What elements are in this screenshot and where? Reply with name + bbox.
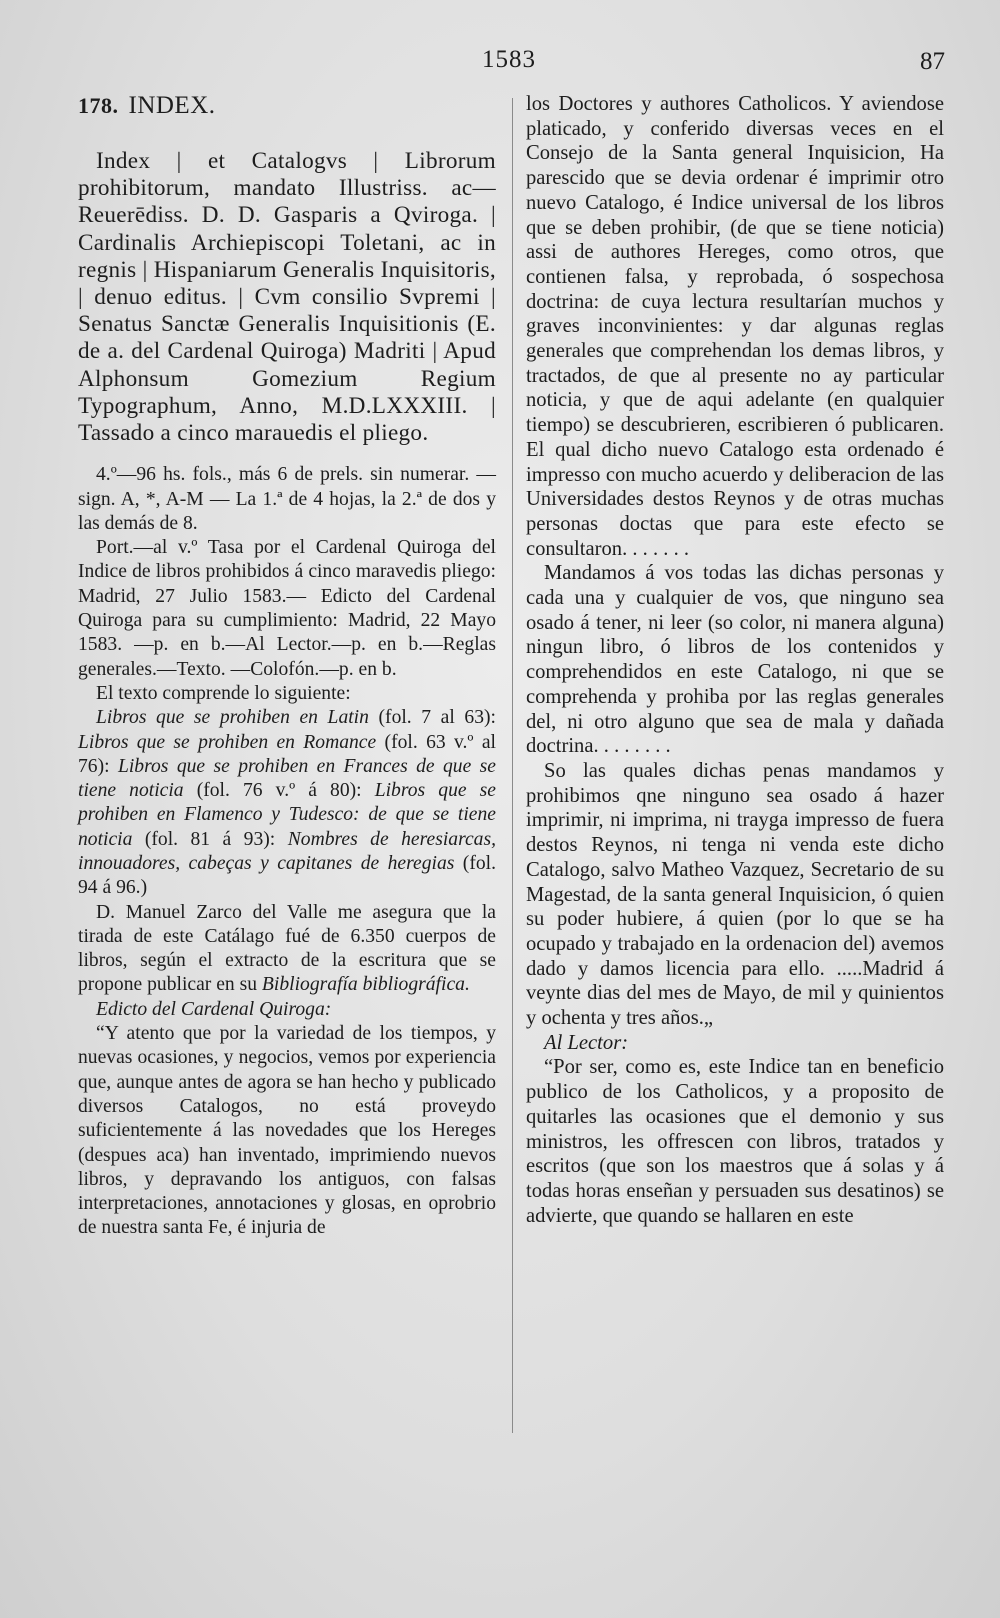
entry-heading bbox=[78, 92, 496, 120]
entry-title: INDEX. bbox=[128, 92, 216, 119]
edict-text-right: los Doctores y authores Catholicos. Y aviendose platicado, y conferido diversas veces en el Consejo de la Santa general Inquisicion, Ha parescido que se devia ordenar é imprimir otro nuevo Catalogo, é Indice universal de los libros que se deben prohibir, (de que se tiene noticia) assi de authores Hereges, como otros, que contienen falsa, y reprobada, ó sospechosa doctrina: de cuya lectura resultarían muchos y graves inconvinientes: y dar algunas reglas generales que comprehendan los demas libros, y tractados, de que al presente no ay particular noticia, y que de aqui adelante (en qualquier tiempo) se descubrieren, escribieren ó publicaren. El qual dicho nuevo Catalogo esta ordenado é impresso con mucho acuerdo y deliberacion de las Universidades destos Reynos y de otras muchas personas doctas que para este efecto se consultaron. . . . . . . bbox=[526, 93, 944, 560]
left-column bbox=[78, 92, 496, 1241]
text-part: Libros que se prohiben en Romance bbox=[78, 731, 377, 753]
text-part: (fol. 94 á 96.) bbox=[78, 852, 496, 899]
entry-number: 178. bbox=[78, 93, 119, 118]
text-part: Libros que se prohiben en Latin bbox=[96, 707, 369, 729]
text-part: (fol. 63 v.º al 76): bbox=[78, 731, 496, 777]
text-part: (fol. 7 al 63): bbox=[368, 707, 496, 729]
right-column bbox=[526, 92, 944, 1228]
zarco-part: D. Manuel Zarco del Valle me asegura que la tirada de este Catálago fué de 6.350 cuerpos de libros, según el extracto de la escritura que se propone publicar en su bbox=[78, 901, 496, 996]
edict-heading: Edicto del Cardenal Quiroga: bbox=[96, 998, 332, 1020]
text-part: Nombres de heresiarcas, innouadores, cabeças y capitanes de heregias bbox=[78, 828, 496, 874]
page-number: 87 bbox=[920, 48, 945, 75]
text-part: (fol. 76 v.º á 80): bbox=[183, 780, 375, 802]
zarco-note bbox=[78, 901, 496, 998]
text-part: Libros que se prohiben en Flamenco y Tudesco: de que se tiene noticia bbox=[78, 780, 496, 850]
column-divider bbox=[512, 98, 513, 1433]
lector-heading: Al Lector: bbox=[544, 1031, 629, 1054]
edict-paragraph-3: So las quales dichas penas mandamos y prohibimos qne ninguno sea osado á hazer imprimir, ni imprima, ni trayga impresso de fuera destos Reynos, ni tenga ni venda este dicho Catalogo, salvo Matheo Vazquez, Secretario de su Magestad, de la santa general Inquisicion, ó quien su poder hubiere, á quien (por lo que se ha ocupado y trabajado en la ordenacion del) avemos dado y damos licencia para ello. .....Madrid á veynte dias del mes de Mayo, de mil y quinientos y ochenta y tres años.„ bbox=[526, 759, 944, 1030]
text-part: Libros que se prohiben en Frances de que se tiene noticia bbox=[78, 755, 496, 802]
page-year: 1583 bbox=[482, 46, 536, 73]
collation: 4.º—96 hs. fols., más 6 de prels. sin numerar. —sign. A, *, A-M — La 1.ª de 4 hojas, la 2.ª de dos y las demás de 8. bbox=[78, 464, 496, 534]
text-intro: El texto comprende lo siguiente: bbox=[96, 682, 351, 704]
text-parts bbox=[78, 706, 496, 900]
edict-paragraph-2: Mandamos á vos todas las dichas personas y cada una y cualquier de vos, que ninguno sea osado á tener, ni leer (so color, ni manera alguna) ningun libro, ó libros de los contenidos y comprehendidos en este Catalogo, ni que se comprehenda y prohiba por las reglas generales del, ni otro alguno que sea de mala y dañada doctrina. . . . . . . . bbox=[526, 562, 944, 758]
title-description: Index | et Catalogvs | Librorum prohibitorum, mandato Illustriss. ac— Reuerēdiss. D. D. Gasparis a Qviroga. | Cardinalis Archiepiscopi Toletani, ac in regnis | Hispaniarum Generalis Inquisitoris, | denuo editus. | Cvm consilio Svpremi | Senatus Sanctæ Generalis Inquisitionis (E. de a. del Cardenal Quiroga) Madriti | Apud Alphonsum Gomezium Regium Typographum, Anno, M.D.LXXXIII. | Tassado a cinco marauedis el pliego. bbox=[78, 148, 496, 447]
contents-list: Port.—al v.º Tasa por el Cardenal Quiroga del Indice de libros prohibidos á cinco maravedis pliego: Madrid, 27 Julio 1583.— Edicto del Cardenal Quiroga para su cumplimiento: Madrid, 22 Mayo 1583. —p. en b.—Al Lector.—p. en b.—Reglas generales.—Texto. —Colofón.—p. en b. bbox=[78, 537, 496, 680]
zarco-part: Bibliografía bibliográfica. bbox=[261, 974, 470, 996]
edict-text-left: “Y atento que por la variedad de los tiempos, y nuevas ocasiones, y negocios, vemos por experiencia que, aunque antes de agora se han hecho y publicado diversos Catalogos, no está proveydo suficientemente á las novedades que los Hereges (despues aca) han inventado, imprimiendo nuevos libros, y depravando los antiguos, con falsas interpretaciones, annotaciones y glosas, en oprobrio de nuestra santa Fe, é injuria de bbox=[78, 1023, 496, 1239]
text-part: (fol. 81 á 93): bbox=[132, 828, 288, 850]
lector-text: “Por ser, como es, este Indice tan en beneficio publico de los Catholicos, y a proposito de quitarles las ocasiones que el demonio y sus ministros, les offrescen con libros, tratados y escritos (que son los maestros que á solas y á todas horas enseñan y persuaden sus desatinos) se advierte, que quando se hallaren en este bbox=[526, 1056, 944, 1227]
